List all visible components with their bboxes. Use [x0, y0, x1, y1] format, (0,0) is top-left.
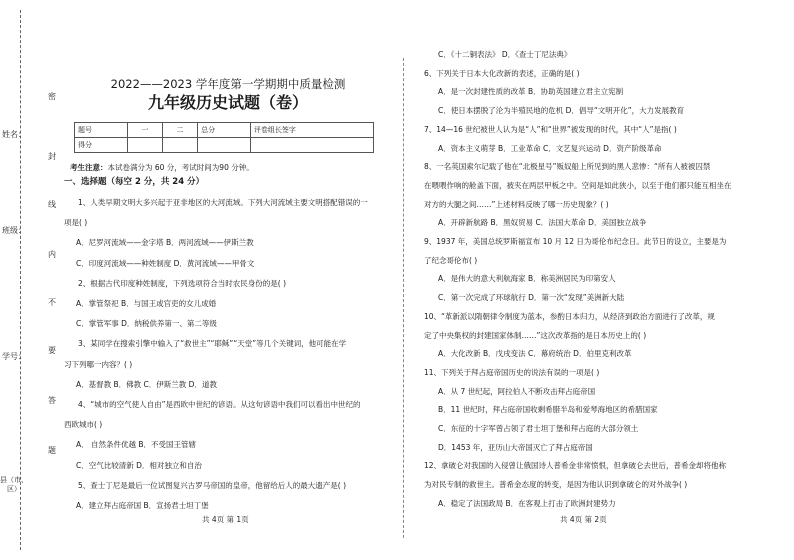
score-cell: 总分	[198, 123, 251, 138]
question-line: A．掌管祭祀 B．与国王或官吏的女儿成婚	[76, 299, 217, 308]
score-cell: 一	[127, 123, 162, 138]
page-footer-left: 共 4页 第 1页	[202, 515, 249, 524]
question-line: D．1453 年，亚历山大帝国灭亡了拜占庭帝国	[438, 442, 593, 452]
score-cell	[162, 138, 197, 153]
score-cell: 评卷组长签字	[250, 123, 373, 138]
question-line: A． 自然条件优越 B．不受国王管辖	[76, 440, 197, 450]
question-line: C．《十二铜表法》 D．《查士丁尼法典》	[438, 50, 572, 59]
question-line: 9、1937 年，美国总统罗斯福宣布 10 月 12 日为哥伦布纪念日。此节日的设立，主要是为	[424, 237, 727, 246]
exam-title: 九年级历史试题（卷）	[147, 93, 308, 112]
gutter-mark: 题	[48, 446, 56, 455]
exam-year-line: 2022——2023 学年度第一学期期中质量检测	[110, 77, 346, 91]
question-line: 4、“城市的空气使人自由”是西欧中世纪的谚语。从这句谚语中我们可以看出中世纪的	[78, 400, 361, 409]
question-line: 习下列哪一内容？( )	[64, 359, 133, 369]
question-line: A．稳定了法国政局 B．在客观上打击了欧洲封建势力	[438, 498, 616, 508]
question-line: 2、根据古代印度种姓制度，下列选项符合当时农民身份的是( )	[78, 278, 287, 288]
score-cell: 得分	[75, 138, 128, 153]
gutter-mark: 要	[48, 346, 56, 355]
question-line: 5、查士丁尼是最后一位试图复兴古罗马帝国的皇帝，他留给后人的最大遗产是( )	[78, 480, 347, 490]
gutter-mark: 不	[48, 298, 56, 307]
section-heading: 一、选择题（每空 2 分，共 24 分）	[64, 177, 205, 187]
question-line: C．东征的十字军曾占领了君士坦丁堡和拜占庭的大部分领土	[438, 424, 639, 433]
score-cell: 二	[162, 123, 197, 138]
gutter-mark: 答	[48, 396, 56, 405]
exam-notice	[70, 162, 254, 173]
score-cell	[198, 138, 251, 153]
question-line: C．空气比较清新 D．相对独立和自治	[76, 460, 202, 470]
question-line: A．是一次封建性质的改革 B．协助英国建立君主立宪制	[438, 87, 624, 97]
question-line: A．从 7 世纪起，阿拉伯人不断攻击拜占庭帝国	[438, 386, 596, 396]
question-line: A．建立拜占庭帝国 B．宣扬君士坦丁堡	[76, 501, 209, 510]
notice-text: 本试卷满分为 60 分，考试时间为90 分钟。	[107, 163, 254, 172]
question-line: 对方的大腿之间……”上述材料反映了哪一历史现象？( )	[424, 199, 609, 209]
score-cell	[250, 138, 373, 153]
question-line: A．基督教 B．佛教 C．伊斯兰教 D．道教	[76, 379, 217, 389]
question-line: 定了中央集权的封建国家体制……”这次改革指的是日本历史上的( )	[424, 330, 647, 340]
gutter-mark: 密	[48, 92, 56, 101]
question-line: C．使日本摆脱了沦为半殖民地的危机 D．倡导“文明开化”，大力发展教育	[438, 106, 685, 116]
question-line: B．11 世纪时，拜占庭帝国收剩希腊半岛和爱琴海地区的希腊国家	[438, 405, 658, 415]
score-table	[74, 122, 374, 153]
question-line: 6、下列关于日本大化改新的表述，正确的是( )	[424, 68, 580, 78]
question-line: 8、一名英国索尔记载了他在“北极星号”贩奴船上所见到的黑人悲惨：“所有人被被囚禁	[424, 162, 711, 172]
question-line: 1、人类早期文明大多兴起于亚非地区的大河流域。下列大河流域主要文明搭配错误的一	[78, 198, 368, 207]
question-line: 11、下列关于拜占庭帝国历史的说法有误的一项是( )	[424, 367, 600, 377]
question-line: C．第一次完成了环球航行 D．第一次“发现”美洲新大陆	[438, 293, 625, 303]
question-line: 项是( )	[64, 218, 88, 228]
page-divider	[403, 58, 404, 538]
score-cell: 题号	[75, 123, 128, 138]
gutter-name-label: 姓名：	[2, 130, 26, 139]
question-line: A．开辟新航路 B．黑奴贸易 C．法国大革命 D．美国独立战争	[438, 218, 647, 228]
gutter-id-label: 学号：	[2, 352, 26, 361]
question-line: A．是伟大的意大利航海家 B．称美洲居民为印第安人	[438, 274, 616, 284]
question-line: A．尼罗河流域——金字塔 B．两河流域——伊斯兰教	[76, 238, 254, 248]
gutter-mark: 封	[48, 152, 56, 161]
question-line: 3、某同学在搜索引擎中输入了“救世主”“耶稣”“天堂”等几个关键词，他可能在学	[78, 339, 347, 349]
question-line: 西欧城市( )	[64, 420, 103, 430]
page-left	[62, 0, 394, 560]
question-line: 12、拿破仑对我国的入侵曾让俄国诗人普希金非常愤恨，但拿破仑去世后，普希金却将他称	[424, 461, 727, 471]
question-line: 为对民专制的救世主。普希金态度的转变，是因为他认识到拿破仑的对外战争( )	[424, 480, 688, 490]
question-line: A．大化改新 B．戊戌变法 C．幕府统治 D．伯里克利改革	[438, 349, 632, 359]
question-line: 10、“革新派以隋朝律令制度为蓝本，参酌日本归力，从经济到政治方面进行了改革，规	[424, 311, 715, 321]
gutter-county-label: 县（市、区）	[0, 476, 28, 493]
question-line: A．资本主义萌芽 B．工业革命 C．文艺复兴运动 D．资产阶级革命	[438, 143, 662, 153]
page-footer-right: 共 4页 第 2页	[560, 515, 607, 524]
question-line: 7、14—16 世纪被世人认为是“人”和“世界”被发现的时代，其中“人”是指( )	[424, 124, 677, 134]
page-right	[424, 0, 780, 560]
gutter-mark: 线	[48, 200, 56, 209]
binding-line	[20, 10, 21, 550]
question-line: 在喂喂作响的舱盖下面，被夹在两层甲板之中。空间是如此狭小，以至于他们都只能互相坐在	[424, 180, 732, 190]
question-line: C．印度河流域——种姓制度 D．黄河流域——甲骨文	[76, 258, 255, 268]
question-line: C．掌管军事 D．纳税供养第一、第二等级	[76, 319, 217, 329]
gutter-mark: 内	[48, 250, 56, 259]
gutter-class-label: 班级：	[2, 226, 26, 235]
score-cell	[127, 138, 162, 153]
question-line: 了纪念哥伦布( )	[424, 255, 478, 265]
notice-label: 考生注意：	[70, 163, 108, 172]
